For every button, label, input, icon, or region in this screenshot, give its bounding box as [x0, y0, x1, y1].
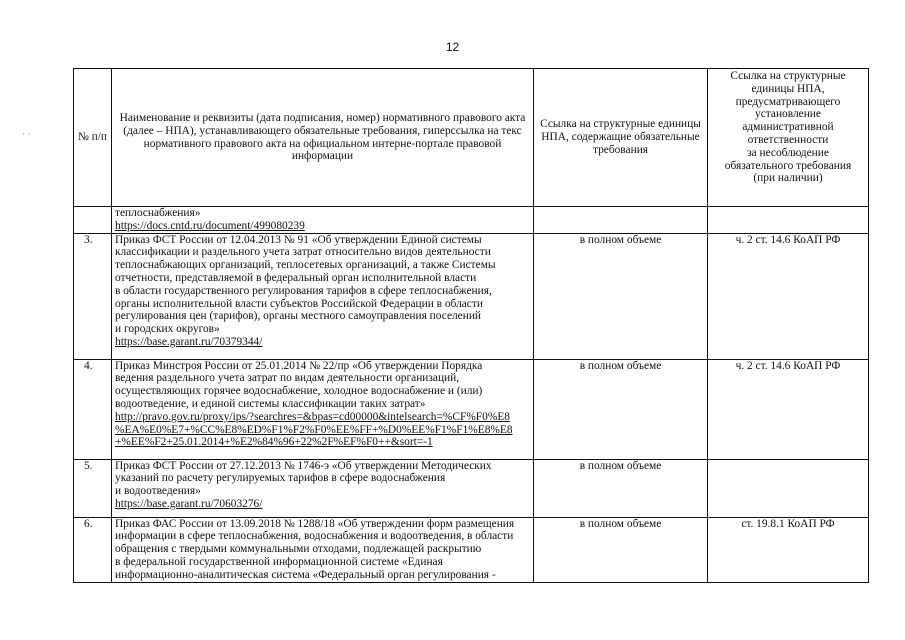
- header-resp-line: предусматривающего: [735, 95, 841, 108]
- header-name: Наименование и реквизиты (дата подписания, номер) нормативного правового акта (далее – НПА), устанавливающего обязательные требования, гиперссылка на текс нормативного правового акта на официальном интерне-портале правовой информации: [112, 69, 534, 207]
- act-text-line: информации в сфере теплоснабжения, водоснабжения и водоотведения, в области: [115, 530, 514, 543]
- act-text-line: и городских округов»: [115, 323, 220, 336]
- act-text-line: Приказ Минстроя России от 25.01.2014 № 22/пр «Об утверждении Порядка: [115, 359, 483, 372]
- act-text-line: отчетности, представляемой в федеральный орган исполнительной власти: [115, 271, 477, 284]
- act-text-line: теплоснабжающих организаций, теплосетевых организаций, а также Системы: [115, 259, 496, 272]
- header-required: Ссылка на структурные единицы НПА, содержащие обязательные требования: [534, 69, 708, 207]
- header-resp-line: ответственности: [747, 133, 829, 146]
- table-row: [74, 459, 869, 517]
- table-row: [74, 359, 869, 459]
- header-resp-line: за несоблюдение: [747, 146, 829, 159]
- row-act-name: [112, 233, 534, 359]
- header-resp-line: Ссылка на структурные: [730, 70, 846, 82]
- act-text-line: регулирования цен (тарифов), органы местного самоуправления поселений: [115, 310, 482, 323]
- row-num: 3.: [74, 233, 112, 359]
- row-act-name: [112, 207, 534, 234]
- act-link[interactable]: https://base.garant.ru/70603276/: [115, 497, 263, 510]
- act-text-line: и водоотведения»: [115, 485, 201, 498]
- header-num: № п/п: [74, 69, 112, 207]
- row-num: 4.: [74, 359, 112, 459]
- scan-margin-mark: · ·: [22, 130, 31, 140]
- act-text-line: органы исполнительной власти субъектов Российской Федерации в области: [115, 297, 483, 310]
- row-act-name: [112, 359, 534, 459]
- act-text-line: информационно-аналитическая система «Федеральный орган регулирования -: [115, 568, 496, 581]
- row-required: в полном объеме: [534, 359, 708, 459]
- table-row: [74, 233, 869, 359]
- page-number: 12: [445, 40, 460, 54]
- act-link[interactable]: https://base.garant.ru/70379344/: [115, 335, 263, 348]
- header-resp-line: обязательного требования: [724, 159, 852, 172]
- act-link[interactable]: %EA%E0%E7+%CC%E8%ED%F1%F2%F0%EE%FF+%D0%EE%F1%F1%E8%E8: [115, 423, 513, 436]
- act-text-line: Приказ ФАС России от 13.09.2018 № 1288/18 «Об утверждении форм размещения: [115, 517, 515, 530]
- row-responsibility: ч. 2 ст. 14.6 КоАП РФ: [708, 233, 869, 359]
- row-act-name: [112, 517, 534, 582]
- row-required: в полном объеме: [534, 233, 708, 359]
- header-resp-line: (при наличии): [753, 172, 823, 185]
- row-num: 5.: [74, 459, 112, 517]
- row-num: [74, 207, 112, 234]
- act-text-line: осуществляющих горячее водоснабжение, холодное водоснабжение и (или): [115, 385, 483, 398]
- table-row: [74, 207, 869, 234]
- act-text-line: обращения с твердыми коммунальными отходами, подлежащей раскрытию: [115, 543, 482, 556]
- row-responsibility: ч. 2 ст. 14.6 КоАП РФ: [708, 359, 869, 459]
- act-text-line: теплоснабжения»: [115, 207, 201, 219]
- row-num: 6.: [74, 517, 112, 582]
- table-row: [74, 517, 869, 582]
- act-link[interactable]: http://pravo.gov.ru/proxy/ips/?searchres=&bpas=cd00000&intelsearch=%CF%F0%E8: [115, 410, 510, 423]
- row-required: в полном объеме: [534, 459, 708, 517]
- row-act-name: [112, 459, 534, 517]
- act-link[interactable]: +%EE%F2+25.01.2014+%E2%84%96+22%2F%EF%F0++&sort=-1: [115, 436, 433, 449]
- header-resp-line: административной: [742, 121, 834, 134]
- act-text-line: Приказ ФСТ России от 27.12.2013 № 1746-э «Об утверждении Методических: [115, 459, 492, 472]
- act-text-line: в области государственного регулирования тарифов в сфере теплоснабжения,: [115, 284, 492, 297]
- table-header-row: [74, 69, 869, 207]
- act-link[interactable]: https://docs.cntd.ru/document/499080239: [115, 219, 305, 232]
- header-responsibility: [708, 69, 869, 207]
- row-required: в полном объеме: [534, 517, 708, 582]
- act-text-line: ведения раздельного учета затрат по видам деятельности организаций,: [115, 372, 460, 385]
- header-resp-line: установление: [755, 108, 821, 121]
- requirements-table: [73, 68, 869, 583]
- act-text-line: в федеральной государственной информационной системе «Единая: [115, 555, 443, 568]
- row-responsibility: [708, 459, 869, 517]
- header-resp-line: единицы НПА,: [751, 82, 825, 95]
- row-required: [534, 207, 708, 234]
- act-text-line: указаний по расчету регулируемых тарифов в сфере водоснабжения: [115, 472, 446, 485]
- act-text-line: классификации и раздельного учета затрат относительно видов деятельности: [115, 246, 491, 259]
- row-responsibility: [708, 207, 869, 234]
- act-text-line: водоотведение, и единой системы классификации таких затрат»: [115, 397, 426, 410]
- act-text-line: Приказ ФСТ России от 12.04.2013 № 91 «Об утверждении Единой системы: [115, 233, 482, 246]
- row-responsibility: ст. 19.8.1 КоАП РФ: [708, 517, 869, 582]
